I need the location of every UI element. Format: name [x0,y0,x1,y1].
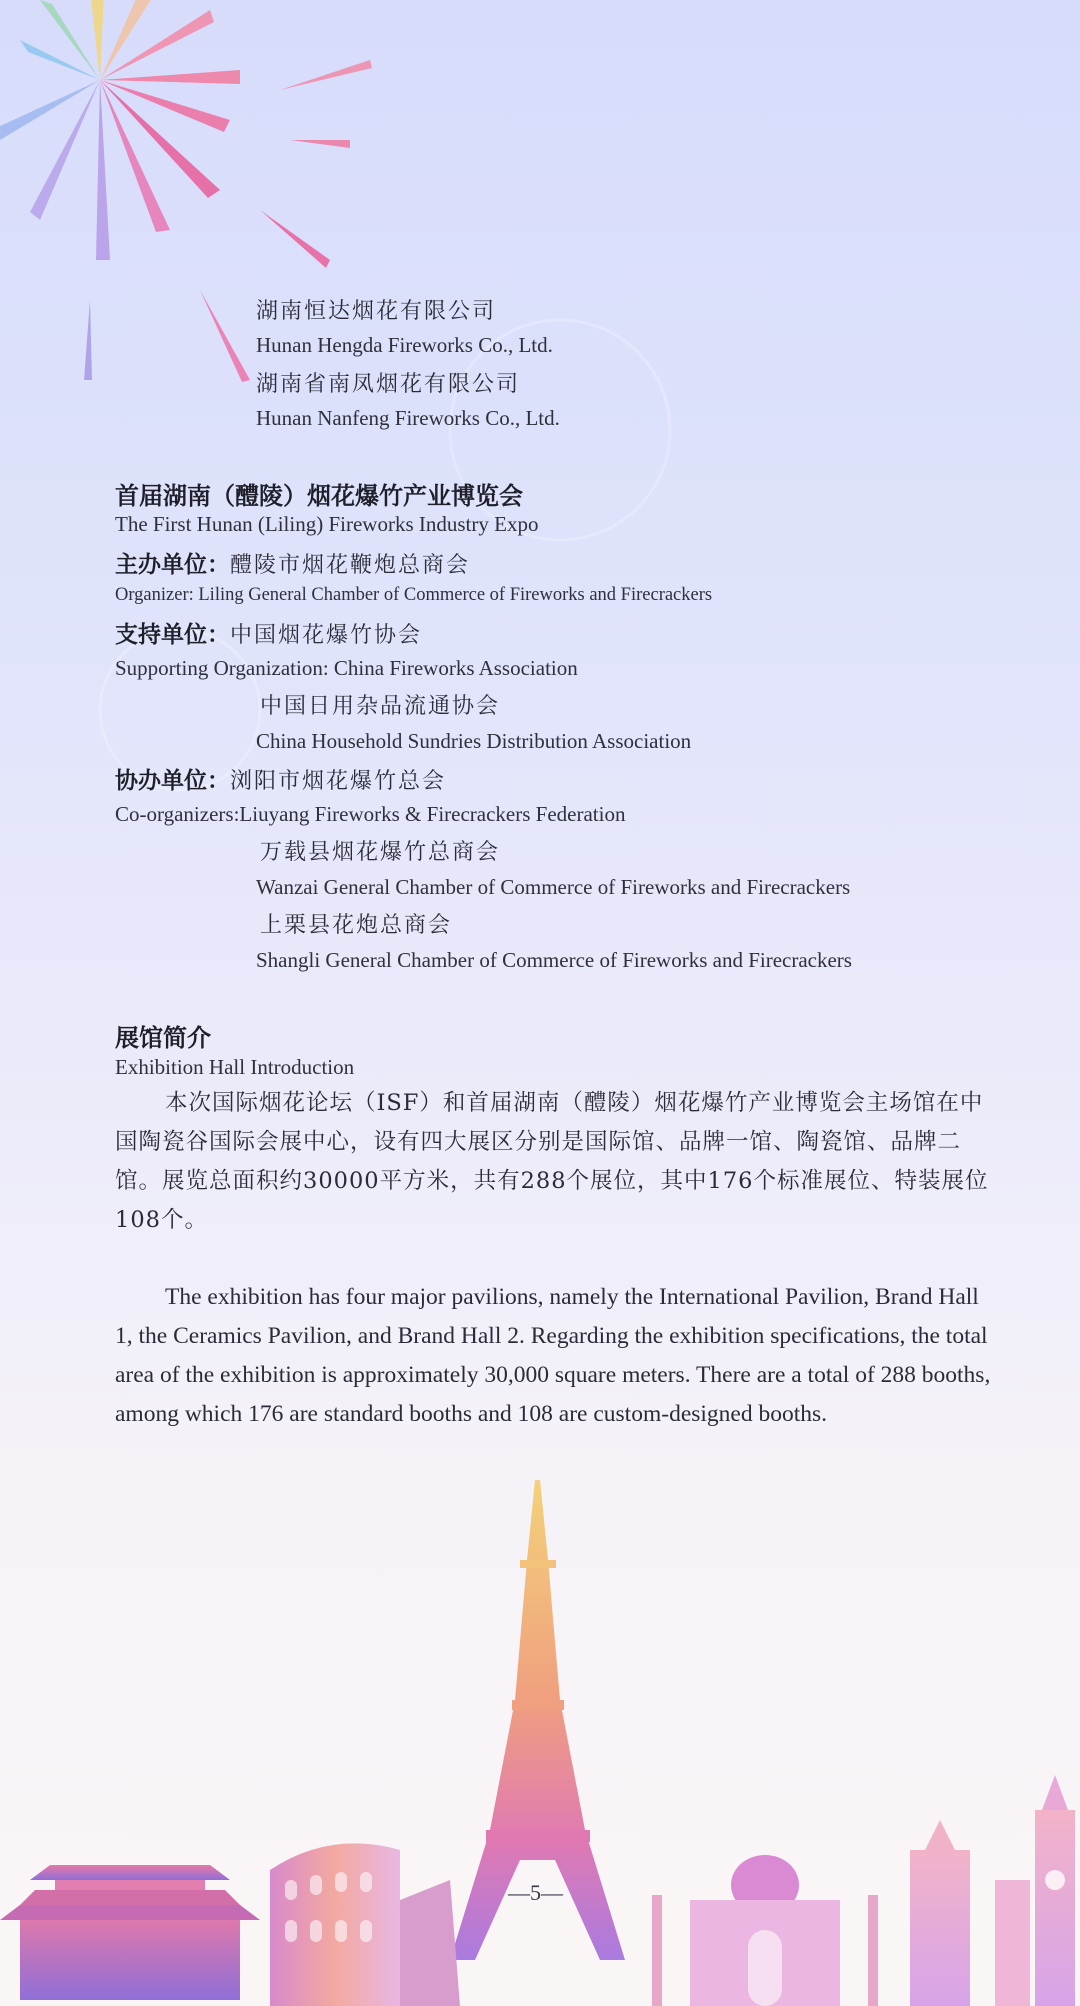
co-organizers-value-cn: 浏阳市烟花爆竹总会 [230,769,447,794]
organizer-value-cn: 醴陵市烟花鞭炮总商会 [230,553,471,578]
supporting-value-cn: 中国烟花爆竹协会 [230,623,423,648]
expo-title-cn: 首届湖南（醴陵）烟花爆竹产业博览会 [115,482,523,510]
organizer-label: 主办单位： [115,552,230,578]
company-2-en: Hunan Nanfeng Fireworks Co., Ltd. [256,406,560,430]
co-organizers-value-en: Co-organizers:Liuyang Fireworks & Firecrackers Federation [115,802,626,826]
hall-title-cn: 展馆简介 [115,1024,211,1052]
co-organizer-3-cn: 上栗县花炮总商会 [260,913,453,938]
organizer-row [115,546,470,579]
hall-paragraph-en [115,1278,995,1434]
co-organizer-3-en: Shangli General Chamber of Commerce of Fireworks and Firecrackers [256,948,852,972]
company-1-en: Hunan Hengda Fireworks Co., Ltd. [256,333,553,357]
company-1-cn: 湖南恒达烟花有限公司 [256,299,497,324]
co-organizers-label: 协办单位： [115,768,230,794]
page-number: —5— [508,1880,563,1905]
supporting-row [115,616,422,649]
co-organizer-2-cn: 万载县烟花爆竹总商会 [260,840,501,865]
hall-paragraph-cn [115,1084,995,1240]
organizer-value-en: Organizer: Liling General Chamber of Commerce of Fireworks and Firecrackers [115,585,713,605]
supporting-value-en: Supporting Organization: China Fireworks Association [115,656,578,680]
hall-paragraph-cn-text: 本次国际烟花论坛（ISF）和首届湖南（醴陵）烟花爆竹产业博览会主场馆在中国陶瓷谷国际会展中心，设有四大展区分别是国际馆、品牌一馆、陶瓷馆、品牌二馆。展览总面积约30000平方米，共有288个展位，其中176个标准展位、特装展位108个。 [115,1090,989,1233]
supporting-label: 支持单位： [115,622,230,648]
hall-title-en: Exhibition Hall Introduction [115,1055,355,1079]
hall-paragraph-en-text: The exhibition has four major pavilions, namely the International Pavilion, Brand Hall 1, the Ceramics Pavilion, and Brand Hall 2. Regarding the exhibition specifications, the total area of the exhibition is approximately 30,000 square meters. There are a total of 288 booths, among which 176 are standard booths and 108 are custom-designed booths. [115,1284,991,1427]
co-organizer-2-en: Wanzai General Chamber of Commerce of Fireworks and Firecrackers [256,875,851,899]
expo-title-en: The First Hunan (Liling) Fireworks Industry Expo [115,512,539,536]
supporting-extra-en: China Household Sundries Distribution Association [256,729,692,753]
supporting-extra-cn: 中国日用杂品流通协会 [260,694,501,719]
co-organizers-row [115,762,446,795]
company-2-cn: 湖南省南凤烟花有限公司 [256,372,521,397]
